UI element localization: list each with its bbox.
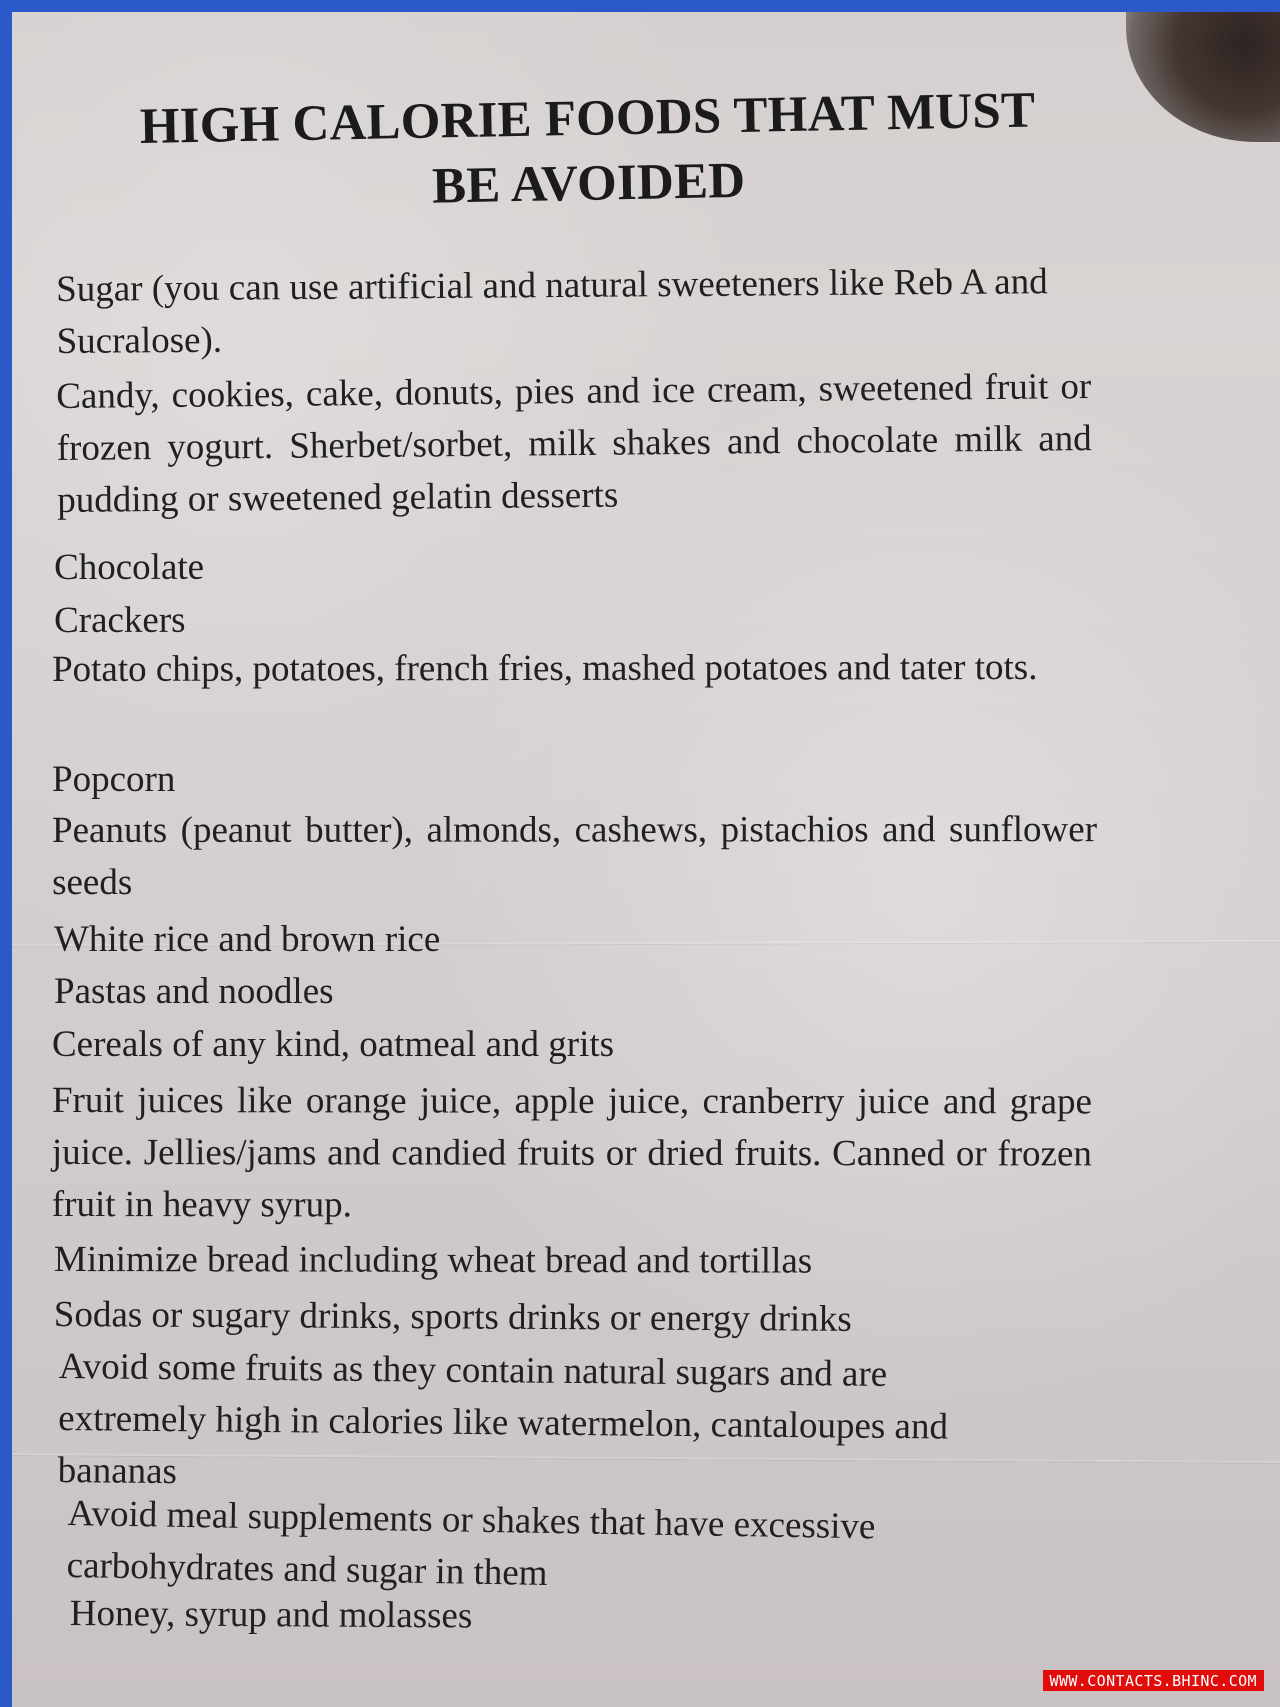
title-line-1: HIGH CALORIE FOODS THAT MUST <box>139 82 1036 155</box>
food-item-chocolate: Chocolate <box>54 546 205 588</box>
food-item-fruit-juices: Fruit juices like orange juice, apple juice, cranberry juice and grape juice. Jellies/jams and candied fruits or dried fruits. Canned or frozen fruit in heavy syrup. <box>51 1080 1092 1226</box>
food-item-honey-syrup-molasses: Honey, syrup and molasses <box>69 1592 473 1637</box>
food-item-potatoes: Potato chips, potatoes, french fries, mashed potatoes and tater tots. <box>52 646 1038 690</box>
food-item-bread: Minimize bread including wheat bread and tortillas <box>53 1239 813 1282</box>
document-title <box>82 77 1094 225</box>
food-item-rice: White rice and brown rice <box>54 919 441 960</box>
corner-shadow <box>1126 12 1280 142</box>
food-item-sweets: Candy, cookies, cake, donuts, pies and ice cream, sweetened fruit or frozen yogurt. Sherbet/sorbet, milk shakes and chocolate milk and pudding or sweetened gelatin desserts <box>56 366 1092 521</box>
food-item-pastas: Pastas and noodles <box>54 971 334 1012</box>
food-item-nuts: Peanuts (peanut butter), almonds, cashews, pistachios and sunflower seeds <box>52 809 1098 903</box>
food-item-sugar: Sugar (you can use artificial and natural sweeteners like Reb A and Sucralose). <box>56 261 1048 362</box>
food-item-crackers: Crackers <box>54 599 186 641</box>
food-item-high-calorie-fruits: Avoid some fruits as they contain natural sugars and are extremely high in calories like watermelon, cantaloupes and bananas <box>57 1345 949 1493</box>
food-item-meal-supplements: Avoid meal supplements or shakes that have excessive carbohydrates and sugar in them <box>66 1492 876 1594</box>
title-line-2: BE AVOIDED <box>431 152 746 215</box>
food-item-sodas: Sodas or sugary drinks, sports drinks or energy drinks <box>53 1293 852 1340</box>
food-item-popcorn: Popcorn <box>52 759 176 800</box>
paper-sheet <box>12 12 1280 1707</box>
watermark-label: WWW.CONTACTS.BHINC.COM <box>1043 1670 1264 1691</box>
food-item-cereals: Cereals of any kind, oatmeal and grits <box>52 1024 615 1065</box>
